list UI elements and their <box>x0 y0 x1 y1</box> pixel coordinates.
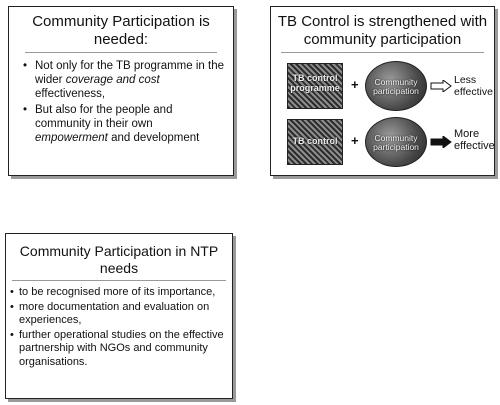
plus-sign: + <box>351 133 359 148</box>
slide-title: Community Participation in NTP needs <box>19 243 219 276</box>
bullet-item: • further operational studies on the effective partnership with NGOs and community organisations. <box>10 329 226 370</box>
slide-title: TB Control is strengthened with community participation <box>277 13 488 48</box>
result-less-effective: Less effective <box>454 74 493 98</box>
slide-title: Community Participation is needed: <box>32 13 210 48</box>
outline-arrow-icon <box>430 80 452 92</box>
title-divider <box>12 280 226 281</box>
tb-control-programme-image: TB control programme <box>287 63 343 109</box>
tb-control-image: TB control <box>287 119 343 165</box>
bullet-item: • to be recognised more of its importance, <box>10 286 226 300</box>
slide-community-participation-needed <box>8 6 234 176</box>
bullet-list <box>9 59 233 145</box>
solid-arrow-icon <box>430 136 452 148</box>
result-more-effective: More effective <box>454 128 495 152</box>
community-participation-image: Community participation <box>365 61 427 111</box>
community-participation-image: Community participation <box>365 117 427 167</box>
comparison-diagram <box>271 61 496 171</box>
bullet-item: • But also for the people and community in their own empowerment and development <box>23 103 225 145</box>
plus-sign: + <box>351 77 359 92</box>
bullet-item: • more documentation and evaluation on experiences, <box>10 301 226 328</box>
bullet-list <box>6 286 232 369</box>
slide-tb-control-strengthened <box>270 6 495 176</box>
title-divider <box>25 52 217 53</box>
title-divider <box>281 52 484 53</box>
bullet-item: • Not only for the TB programme in the wider coverage and cost effectiveness, <box>23 59 225 101</box>
slide-community-participation-ntp-needs <box>5 233 233 399</box>
